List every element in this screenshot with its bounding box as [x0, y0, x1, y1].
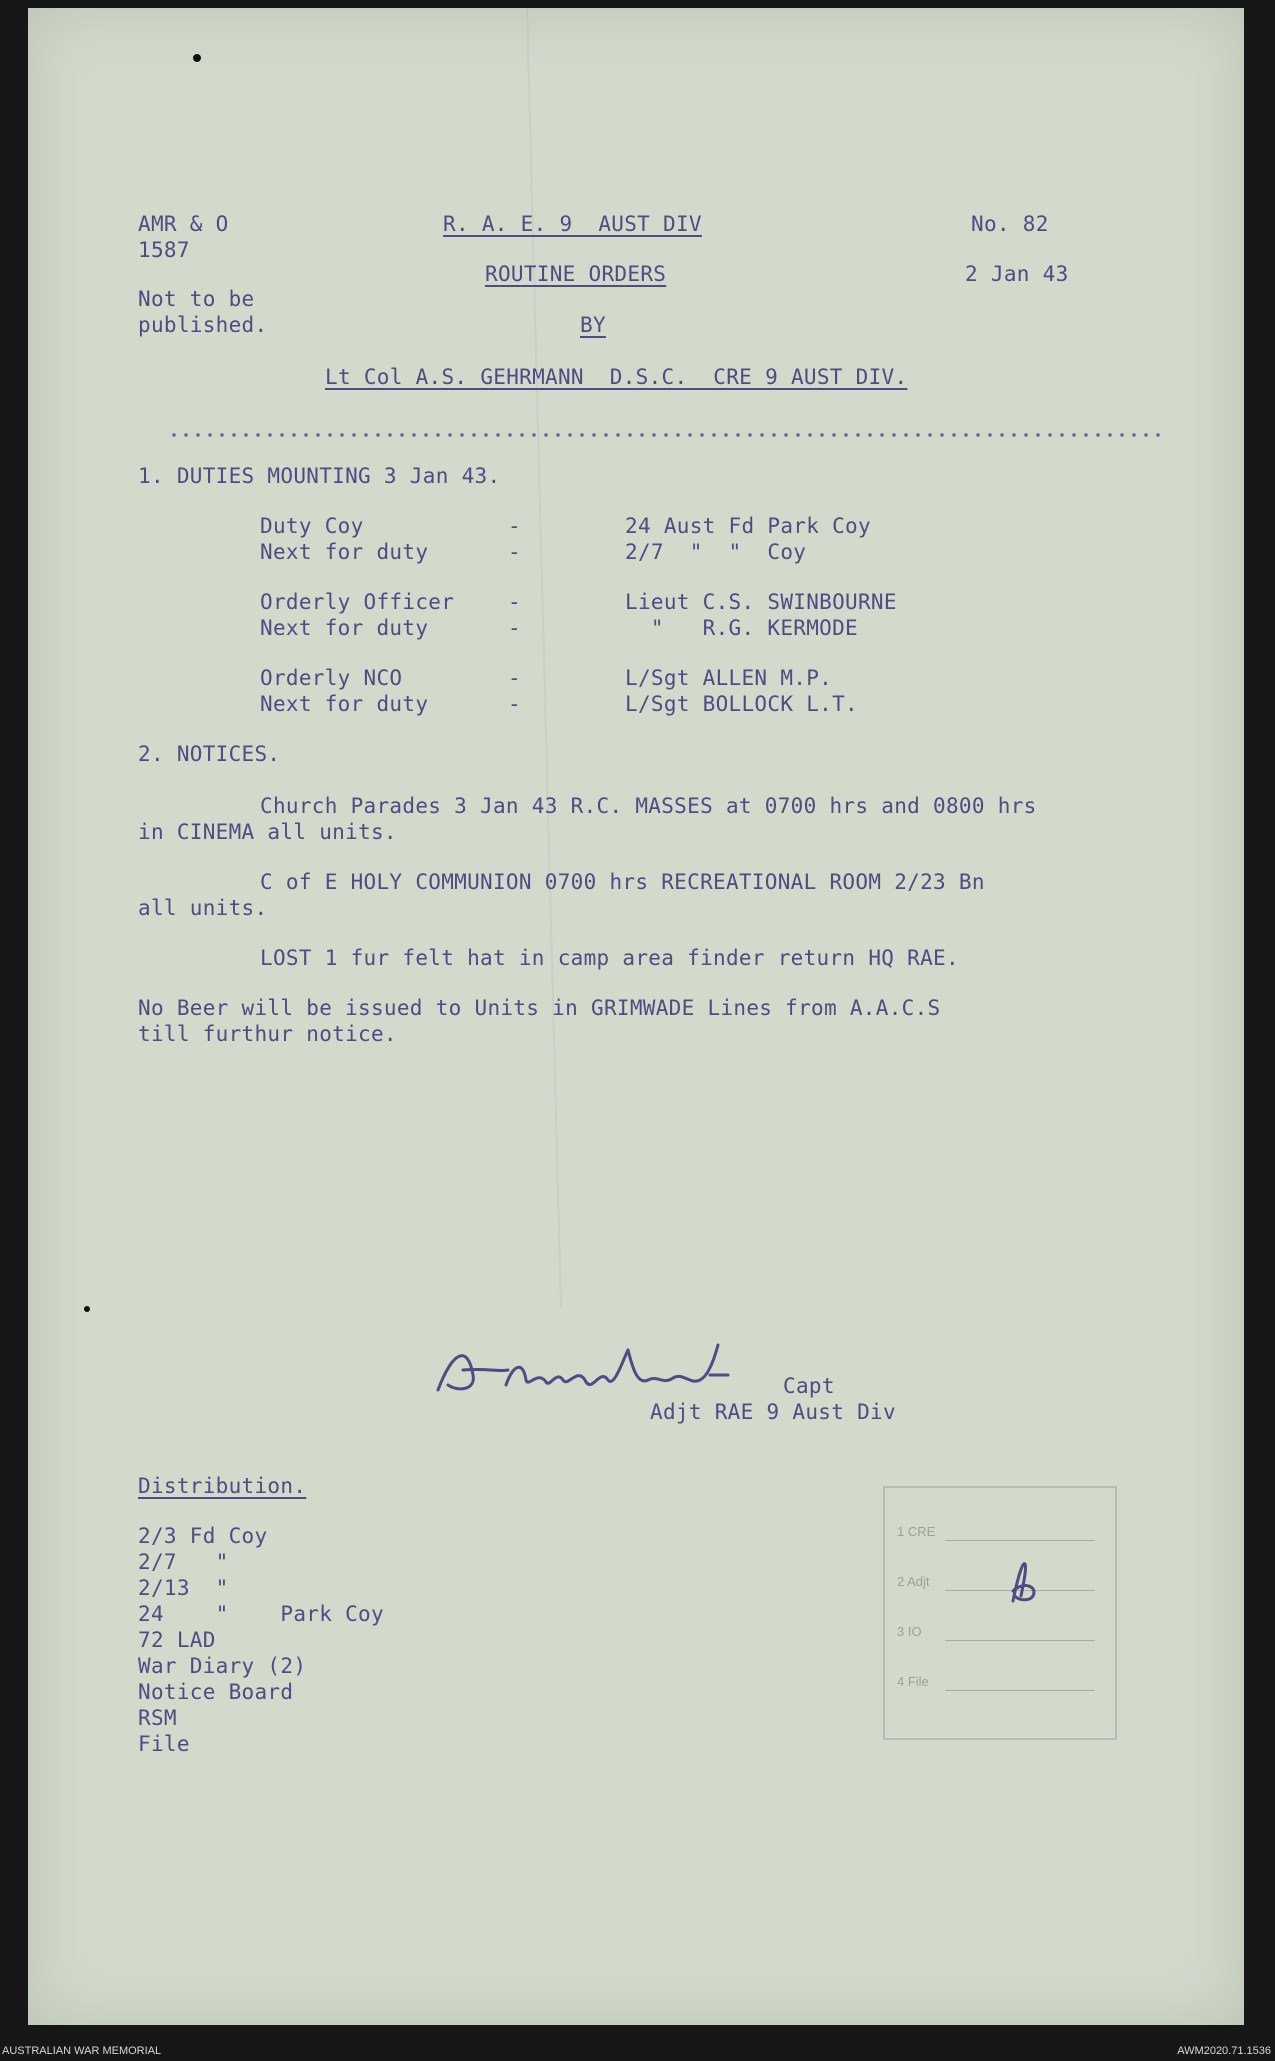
stamp-rule — [945, 1540, 1095, 1541]
duty-label: Next for duty — [260, 616, 429, 640]
distribution-item: War Diary (2) — [138, 1654, 307, 1678]
section2-heading: 2. NOTICES. — [138, 742, 281, 766]
notice-paragraph-line: LOST 1 fur felt hat in camp area finder return HQ RAE. — [260, 946, 959, 970]
distribution-item: 24 " Park Coy — [138, 1602, 384, 1626]
distribution-item: Notice Board — [138, 1680, 294, 1704]
issued-by-label: BY — [580, 313, 606, 337]
stamp-line: 1 CRE — [897, 1524, 936, 1539]
unit-heading: R. A. E. 9 AUST DIV — [443, 212, 702, 236]
notice-paragraph-line: C of E HOLY COMMUNION 0700 hrs RECREATIONAL ROOM 2/23 Bn — [260, 870, 985, 894]
duty-value: 24 Aust Fd Park Coy — [625, 514, 871, 538]
distribution-item: RSM — [138, 1706, 177, 1730]
notice-paragraph-line: No Beer will be issued to Units in GRIMWADE Lines from A.A.C.S — [138, 996, 941, 1020]
restriction-line-1: Not to be — [138, 287, 255, 311]
section1-heading: 1. DUTIES MOUNTING 3 Jan 43. — [138, 464, 501, 488]
order-date: 2 Jan 43 — [965, 262, 1069, 286]
duty-value: Lieut C.S. SWINBOURNE — [625, 590, 897, 614]
distribution-item: 2/3 Fd Coy — [138, 1524, 268, 1548]
duty-separator: - — [508, 540, 521, 564]
signatory-rank: Capt — [783, 1374, 835, 1398]
stamp-rule — [945, 1640, 1095, 1641]
issuing-officer: Lt Col A.S. GEHRMANN D.S.C. CRE 9 AUST DIV. — [325, 365, 908, 389]
distribution-item: 72 LAD — [138, 1628, 216, 1652]
order-number: No. 82 — [971, 212, 1049, 236]
duty-label: Orderly Officer — [260, 590, 455, 614]
stamp-line: 3 IO — [897, 1624, 922, 1639]
reference-line-1: AMR & O — [138, 212, 229, 236]
paper-crease — [526, 8, 562, 1308]
stamp-rule — [945, 1690, 1095, 1691]
archive-credit: AUSTRALIAN WAR MEMORIAL — [2, 2045, 162, 2057]
punch-hole-mark — [193, 54, 201, 62]
duty-value: L/Sgt BOLLOCK L.T. — [625, 692, 858, 716]
duty-separator: - — [508, 590, 521, 614]
duty-separator: - — [508, 616, 521, 640]
punch-hole-mark — [84, 1306, 90, 1312]
stamp-line: 4 File — [897, 1674, 929, 1689]
duty-value: L/Sgt ALLEN M.P. — [625, 666, 833, 690]
distribution-heading: Distribution. — [138, 1474, 307, 1498]
notice-paragraph-line: till furthur notice. — [138, 1022, 397, 1046]
duty-separator: - — [508, 514, 521, 538]
reference-line-2: 1587 — [138, 238, 190, 262]
distribution-item: File — [138, 1732, 190, 1756]
separator-line — [168, 433, 1168, 437]
document-title: ROUTINE ORDERS — [485, 262, 667, 286]
duty-label: Duty Coy — [260, 514, 364, 538]
routing-stamp — [883, 1486, 1117, 1740]
stamp-line: 2 Adjt — [897, 1574, 930, 1589]
duty-separator: - — [508, 666, 521, 690]
handwritten-initial — [993, 1556, 1053, 1606]
duty-label: Next for duty — [260, 692, 429, 716]
distribution-item: 2/7 " — [138, 1550, 229, 1574]
duty-label: Orderly NCO — [260, 666, 403, 690]
signatory-appointment: Adjt RAE 9 Aust Div — [650, 1400, 896, 1424]
notice-paragraph-line: in CINEMA all units. — [138, 820, 397, 844]
notice-paragraph-line: Church Parades 3 Jan 43 R.C. MASSES at 0700 hrs and 0800 hrs — [260, 794, 1037, 818]
duty-value: " R.G. KERMODE — [625, 616, 858, 640]
duty-separator: - — [508, 692, 521, 716]
handwritten-signature — [428, 1330, 758, 1410]
duty-label: Next for duty — [260, 540, 429, 564]
notice-paragraph-line: all units. — [138, 896, 268, 920]
restriction-line-2: published. — [138, 313, 268, 337]
distribution-item: 2/13 " — [138, 1576, 229, 1600]
archive-reference: AWM2020.71.1536 — [1177, 2045, 1271, 2057]
document-page — [28, 8, 1244, 2025]
duty-value: 2/7 " " Coy — [625, 540, 807, 564]
